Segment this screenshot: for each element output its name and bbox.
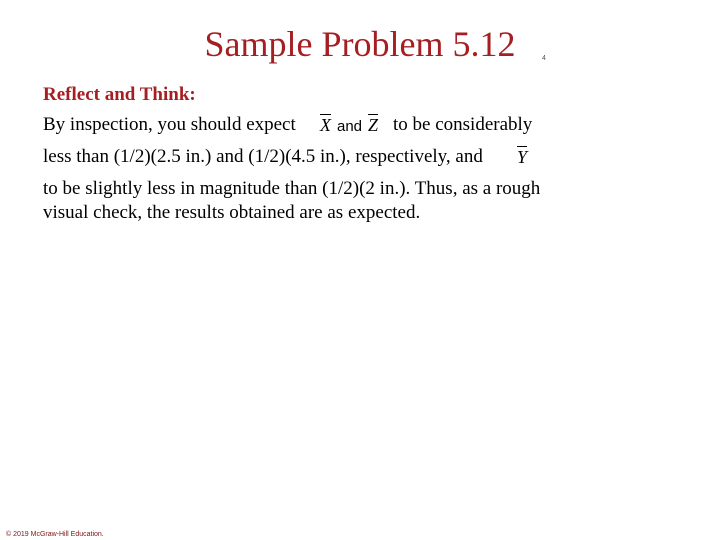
body-line-3: to be slightly less in magnitude than (1/2)(2 in.). Thus, as a rough bbox=[43, 178, 541, 199]
section-heading: Reflect and Think: bbox=[43, 84, 196, 105]
body-line-2: less than (1/2)(2.5 in.) and (1/2)(4.5 in.), respectively, and bbox=[43, 146, 483, 167]
body-line-1: By inspection, you should expect bbox=[43, 114, 296, 135]
body-line-1-end: to be considerably bbox=[393, 114, 533, 135]
slide-number: 4 bbox=[542, 55, 546, 62]
slide-title: Sample Problem 5.12 bbox=[204, 24, 516, 64]
math-x-and-z bbox=[320, 114, 378, 138]
math-and-word: and bbox=[337, 118, 363, 135]
math-y bbox=[517, 146, 527, 168]
z-bar-symbol: $\overline{Z}$ bbox=[368, 115, 379, 135]
y-bar-symbol: $\overline{Y}$ bbox=[517, 147, 528, 167]
copyright-footer: © 2019 McGraw-Hill Education. bbox=[6, 531, 104, 538]
x-bar-symbol: $\overline{X}$ bbox=[320, 115, 331, 135]
body-line-4: visual check, the results obtained are as expected. bbox=[43, 202, 421, 223]
